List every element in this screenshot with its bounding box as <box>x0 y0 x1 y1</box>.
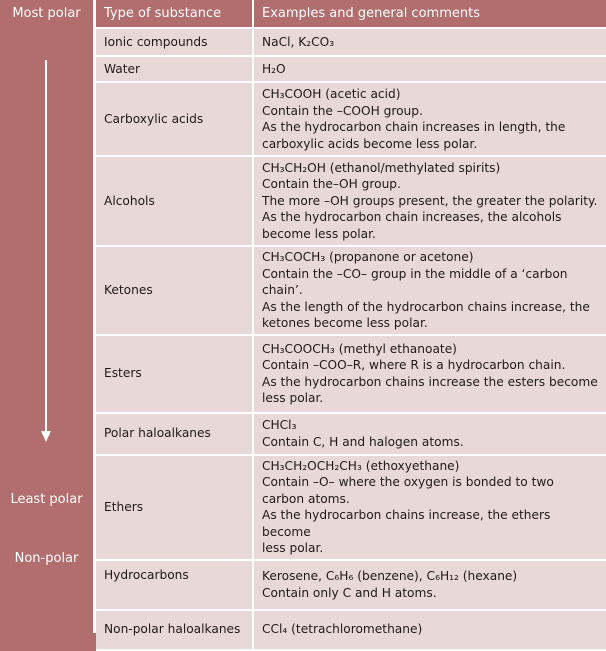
header-examples: Examples and general comments <box>253 0 606 28</box>
substance-type: Ketones <box>96 246 253 335</box>
substance-comments: CCl₄ (tetrachloromethane) <box>253 610 606 650</box>
substance-type: Water <box>96 56 253 82</box>
substance-type: Hydrocarbons <box>96 560 253 610</box>
table-row-ketones <box>96 246 606 335</box>
substance-type: Ionic compounds <box>96 28 253 56</box>
table-row-alcohols <box>96 156 606 246</box>
substance-comments: CH₃COOH (acetic acid) Contain the –COOH group. As the hydrocarbon chain increases in length, the carboxylic acids become less polar. <box>253 82 606 156</box>
polarity-arrow-shaft <box>45 60 47 433</box>
table-row-polar-haloalkanes <box>96 413 606 455</box>
table-row-ionic-compounds <box>96 28 606 56</box>
substance-comments: CH₃CH₂OCH₂CH₃ (ethoxyethane) Contain –O– where the oxygen is bonded to two carbon atoms. As the hydrocarbon chains increase, the ethers become less polar. <box>253 455 606 560</box>
substance-type: Ethers <box>96 455 253 560</box>
substance-comments: CH₃CH₂OH (ethanol/methylated spirits) Contain the–OH group. The more –OH groups present, the greater the polarity. As the hydrocarbon chain increases, the alcohols become less polar. <box>253 156 606 246</box>
substance-comments: Kerosene, C₆H₆ (benzene), C₆H₁₂ (hexane) Contain only C and H atoms. <box>253 560 606 610</box>
polarity-table <box>96 0 606 651</box>
table-row-ethers <box>96 455 606 560</box>
substance-comments: CH₃COOCH₃ (methyl ethanoate) Contain –COO–R, where R is a hydrocarbon chain. As the hydrocarbon chains increase the esters become less polar. <box>253 335 606 413</box>
substance-type: Carboxylic acids <box>96 82 253 156</box>
polarity-arrow-icon <box>41 431 51 442</box>
table-row-carboxylic-acids <box>96 82 606 156</box>
header-type-of-substance: Type of substance <box>96 0 253 28</box>
substance-type: Esters <box>96 335 253 413</box>
non-polar-label: Non-polar <box>14 551 79 566</box>
most-polar-label: Most polar <box>12 6 81 21</box>
substance-type: Polar haloalkanes <box>96 413 253 455</box>
table-row-esters <box>96 335 606 413</box>
table-row-non-polar-haloalkanes <box>96 610 606 650</box>
table-header-row <box>96 0 606 28</box>
substance-comments: NaCl, K₂CO₃ <box>253 28 606 56</box>
substance-type: Alcohols <box>96 156 253 246</box>
least-polar-label: Least polar <box>10 492 83 507</box>
substance-comments: CH₃COCH₃ (propanone or acetone) Contain the –CO– group in the middle of a ‘carbon chain’. As the length of the hydrocarbon chains increase, the ketones become less polar. <box>253 246 606 335</box>
table-row-water <box>96 56 606 82</box>
substance-comments: H₂O <box>253 56 606 82</box>
substance-type: Non-polar haloalkanes <box>96 610 253 650</box>
table-row-hydrocarbons <box>96 560 606 610</box>
substance-comments: CHCl₃ Contain C, H and halogen atoms. <box>253 413 606 455</box>
